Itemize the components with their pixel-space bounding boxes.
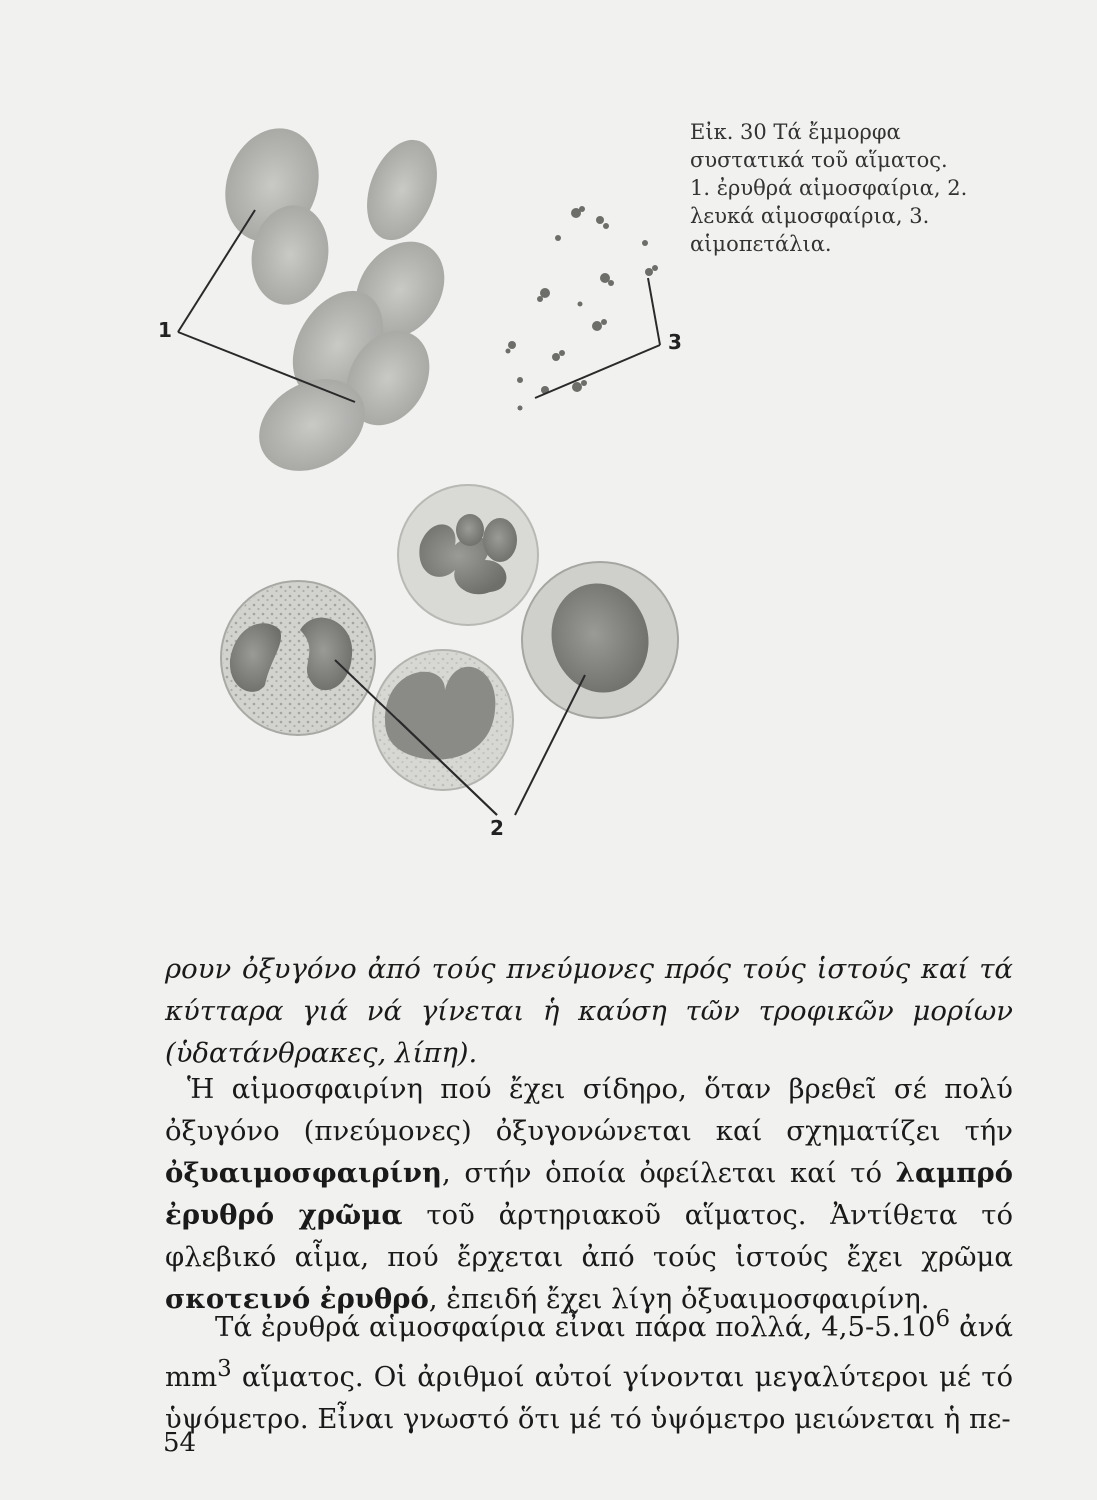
label-white-cells: 2 bbox=[490, 816, 504, 840]
red-cell bbox=[354, 130, 450, 250]
caption-legend: 1. ἐρυθρά αἱμοσφαίρια, 2. λευκά αἱμοσφαίρια, 3. αἱμοπετάλια. bbox=[690, 176, 968, 256]
term-bright-red: λαμπρό ἐρυθρό χρῶμα bbox=[165, 1157, 1013, 1231]
label-red-cells: 1 bbox=[158, 318, 172, 342]
paragraph-3: Τά ἐρυθρά αἱμοσφαίρια εἶναι πάρα πολλά, 4,5-5.10$^6$ ἀνά $mm^3$ αἵματος. Οἱ ἀριθμοί αὐτοί γίνονται μεγαλύτεροι μέ τό ὑψόμετρο. Εἶναι γνωστό ὅτι μέ τό ὑψόμετρο μειώνεται ἡ πε- bbox=[165, 1306, 1013, 1436]
caption-title: Εἰκ. 30 Τά ἔμμορφα συστατικά τοῦ αἵματος. bbox=[690, 120, 948, 172]
term-dark-red: σκοτεινό ἐρυθρό bbox=[165, 1283, 429, 1315]
platelets bbox=[506, 206, 659, 411]
label-platelets: 3 bbox=[668, 330, 682, 354]
figure-caption bbox=[690, 118, 1020, 258]
paragraph-1: ρουν ὀξυγόνο ἀπό τούς πνεύμονες πρός τούς ἱστούς καί τά κύτταρα γιά νά γίνεται ἡ καύση τῶν τροφικῶν μορίων (ὑδατάνθρακες, λίπη). bbox=[165, 953, 1013, 1069]
white-blood-cells bbox=[221, 485, 678, 790]
red-blood-cells bbox=[210, 115, 463, 489]
paragraph-2: Ἡ αἱμοσφαιρίνη πού ἔχει σίδηρο, ὅταν βρεθεῖ σέ πολύ ὀξυγόνο (πνεύμονες) ὀξυγονώνεται καί σχηματίζει τήν ὀξυαιμοσφαιρίνη, στήν ὁποία ὀφείλεται καί τό λαμπρό ἐρυθρό χρῶμα τοῦ ἀρτηριακοῦ αἵματος. Ἀντίθετα τό φλεβικό αἷμα, πού ἔρχεται ἀπό τούς ἱστούς ἔχει χρῶμα σκοτεινό ἐρυθρό, ἐπειδή ἔχει λίγη ὀξυαιμοσφαιρίνη. bbox=[165, 1073, 1013, 1315]
page-number: 54 bbox=[163, 1428, 197, 1458]
term-oxyhemoglobin: ὀξυαιμοσφαιρίνη bbox=[165, 1157, 442, 1189]
